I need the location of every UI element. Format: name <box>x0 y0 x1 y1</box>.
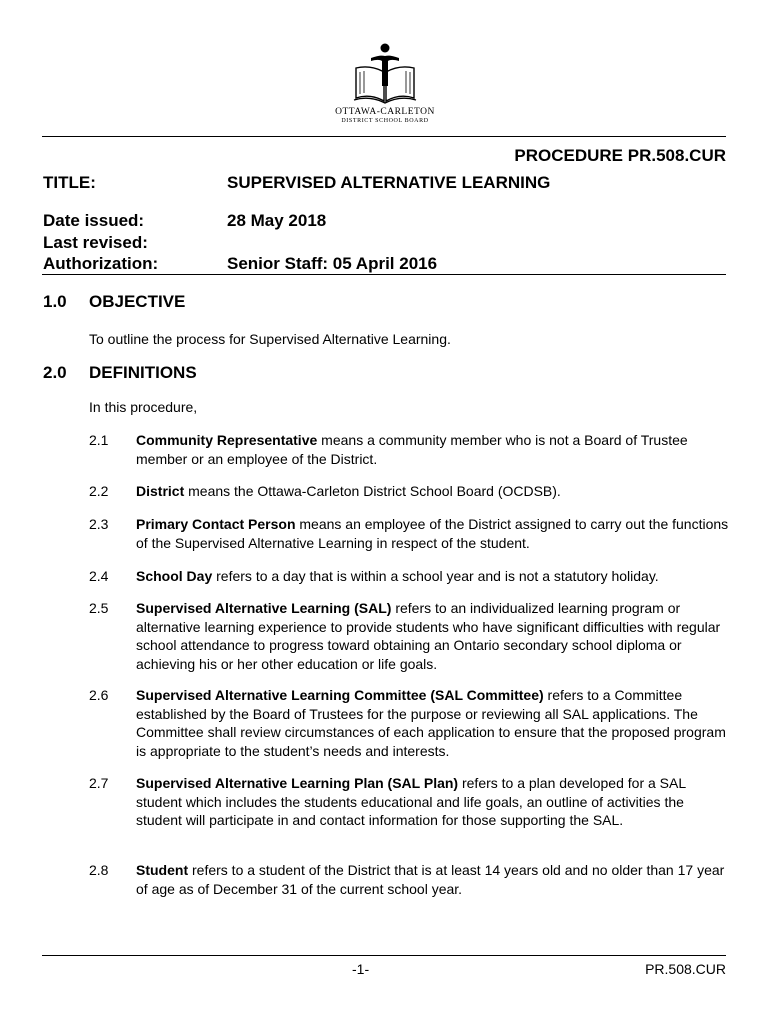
section-2-number: 2.0 <box>43 363 67 382</box>
definition-term: Primary Contact Person <box>136 516 296 532</box>
definition-number: 2.5 <box>89 600 109 616</box>
page-number: -1- <box>352 961 370 977</box>
logo-org-subname: DISTRICT SCHOOL BOARD <box>341 118 429 124</box>
procedure-number: PROCEDURE PR.508.CUR <box>514 146 726 165</box>
definition-term: School Day <box>136 568 213 584</box>
section-2-intro: In this procedure, <box>89 399 198 415</box>
top-divider <box>42 136 726 137</box>
authorization-label: Authorization: <box>43 254 159 273</box>
definition-text: refers to a Committee established by the Board of Trustees for the purpose or reviewing all SAL applications. The Committee shall review circumstances of each application to ensure that the proposed program is appropriate to the student’s needs and interests. <box>136 687 726 759</box>
board-logo <box>335 42 435 125</box>
title-label: TITLE: <box>43 173 96 192</box>
title-value: SUPERVISED ALTERNATIVE LEARNING <box>227 173 551 192</box>
definition-text: means an employee of the District assigned to carry out the functions of the Supervised Alternative Learning in respect of the student. <box>136 516 729 551</box>
logo-org-name: OTTAWA-CARLETON <box>335 107 435 117</box>
definition-number: 2.7 <box>89 775 109 791</box>
footer-document-code: PR.508.CUR <box>645 961 726 977</box>
header-divider <box>42 274 726 275</box>
definition-text: refers to a student of the District that is at least 14 years old and no older than 17 year of age as of December 31 of the current school year. <box>136 862 725 897</box>
logo-figure-book-icon <box>351 42 419 104</box>
definition-term: Supervised Alternative Learning Plan (SAL Plan) <box>136 775 459 791</box>
section-1-text: To outline the process for Supervised Alternative Learning. <box>89 331 451 347</box>
definition-number: 2.6 <box>89 687 109 703</box>
definition-number: 2.1 <box>89 432 109 448</box>
definition-term: Student <box>136 862 189 878</box>
definition-number: 2.8 <box>89 862 109 878</box>
definition-number: 2.3 <box>89 516 109 532</box>
definition-text: means the Ottawa-Carleton District School Board (OCDSB). <box>184 483 561 499</box>
date-issued-label: Date issued: <box>43 211 145 230</box>
section-1-number: 1.0 <box>43 292 67 311</box>
definition-term: Community Representative <box>136 432 318 448</box>
definition-text: refers to a plan developed for a SAL student which includes the students educational and life goals, an outline of activities the student will participate in and contact information for those supporting the SAL. <box>136 775 686 828</box>
section-2-heading: DEFINITIONS <box>89 363 197 382</box>
definition-term: Supervised Alternative Learning (SAL) <box>136 600 392 616</box>
definition-number: 2.2 <box>89 483 109 499</box>
authorization-value: Senior Staff: 05 April 2016 <box>227 254 438 273</box>
definition-number: 2.4 <box>89 568 109 584</box>
section-1-heading: OBJECTIVE <box>89 292 186 311</box>
definition-text: refers to an individualized learning program or alternative learning experience to provide students who have significant difficulties with regular school attendance to progress toward obtaining an Ontario secondary school diploma or achieving his or her other education or life goals. <box>136 600 721 672</box>
footer-divider <box>42 955 726 956</box>
definition-text: means a community member who is not a Board of Trustee member or an employee of the District. <box>136 432 688 467</box>
definition-term: District <box>136 483 185 499</box>
last-revised-label: Last revised: <box>43 233 148 252</box>
date-issued-value: 28 May 2018 <box>227 211 327 230</box>
definition-text: refers to a day that is within a school year and is not a statutory holiday. <box>212 568 659 584</box>
definition-term: Supervised Alternative Learning Committee (SAL Committee) <box>136 687 544 703</box>
